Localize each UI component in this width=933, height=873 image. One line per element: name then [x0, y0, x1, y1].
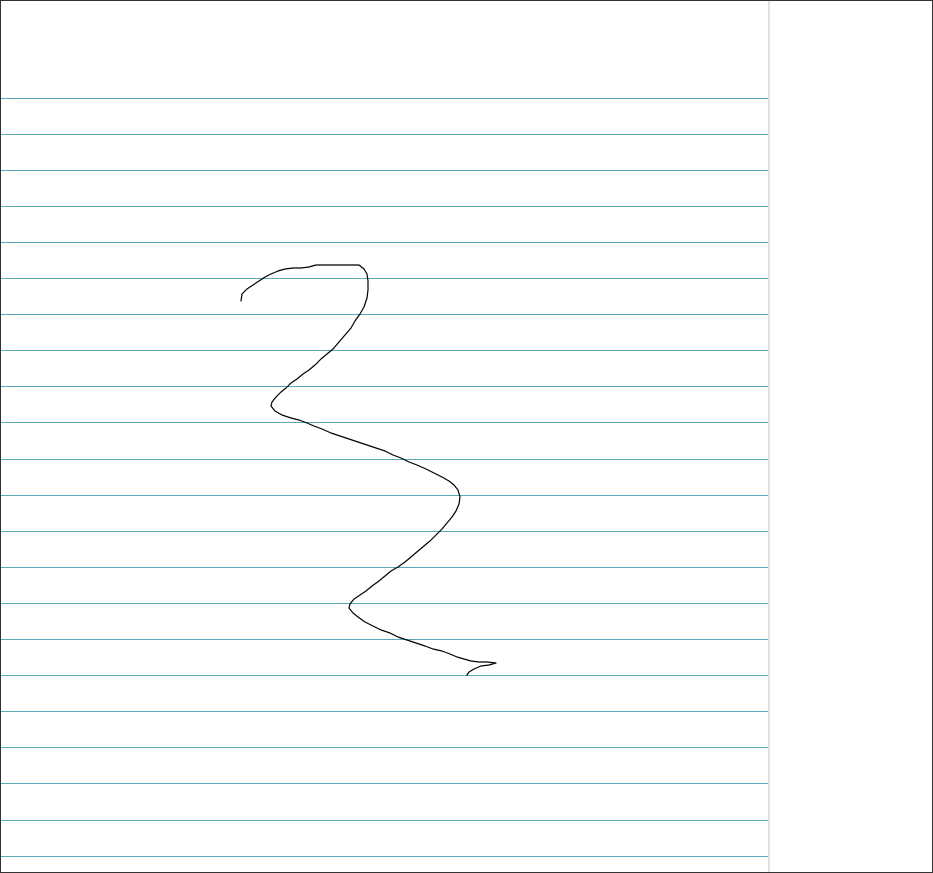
drawing-surface[interactable] — [1, 1, 768, 872]
side-panel — [768, 1, 933, 872]
pencil-stroke — [241, 265, 496, 675]
ruled-paper-canvas[interactable] — [1, 1, 768, 872]
ruled-lines — [1, 99, 768, 857]
